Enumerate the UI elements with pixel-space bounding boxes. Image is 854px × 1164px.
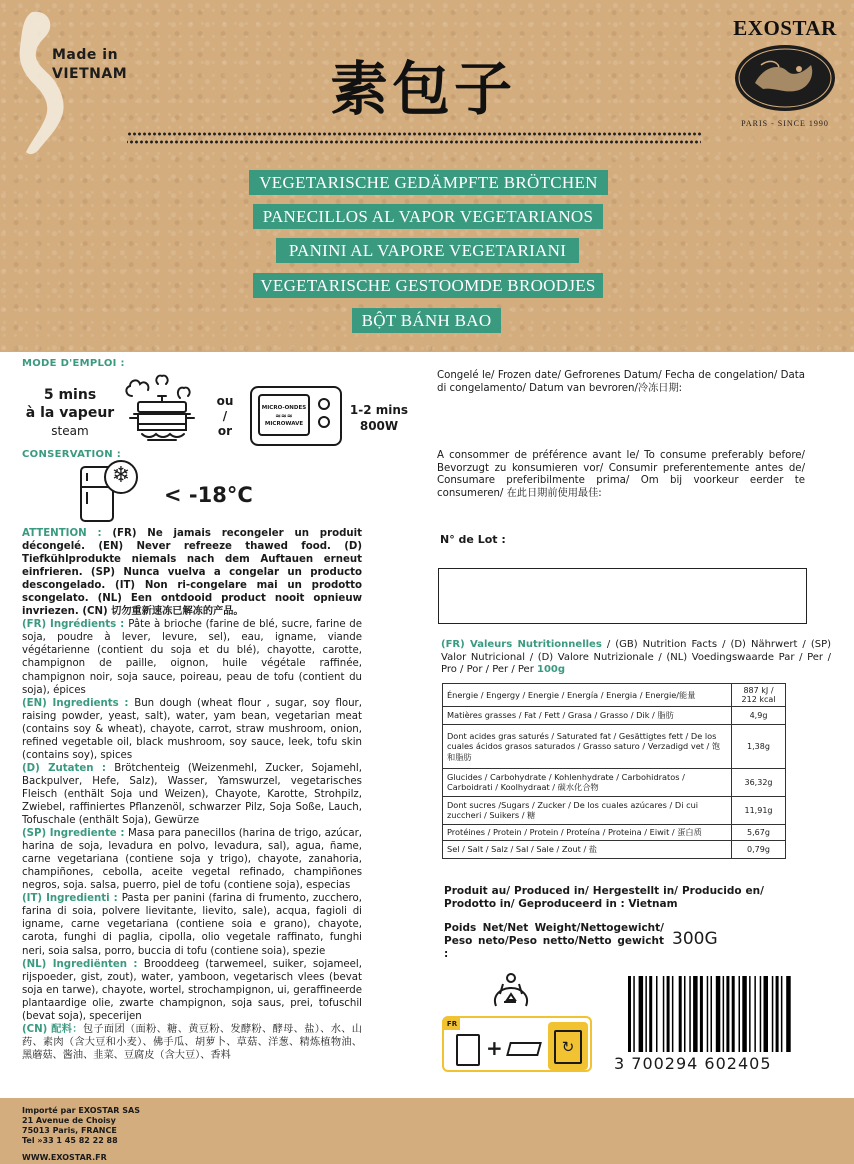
snowflake-icon: ❄ (104, 460, 138, 494)
brand-name: EXOSTAR (733, 16, 837, 40)
nutrition-per: 100g (537, 664, 566, 676)
barcode-bar (786, 976, 791, 1052)
product-title-cn: 素包子 (330, 55, 517, 123)
barcode-bar (700, 976, 703, 1052)
barcode-bar (633, 976, 635, 1052)
name-ribbon-nl: VEGETARISCHE GESTOOMDE BROODJES (253, 273, 603, 298)
net-weight-value: 300G (672, 929, 718, 949)
barcode (626, 976, 826, 1056)
barcode-bar (772, 976, 774, 1052)
ingredients-sp: Masa para panecillos (harina de trigo, azúcar, harina de soja, levadura en polvo, levadura, sal), agua, ñame, carne vegetariana (contiene soja y trigo), chayote, zanahoria, champiñones, cebolla, aceite vegetal refinado, champiñones negros, soja. salsa, puerro, piel de tofu (contiene soja), especias (22, 828, 362, 892)
barcode-bar (707, 976, 709, 1052)
nutrition-value: 4,9g (732, 707, 786, 725)
ingredients-en-label: (EN) Ingredients : (22, 697, 135, 709)
nutrition-row (443, 769, 786, 797)
nutrition-row (443, 797, 786, 825)
nutrition-row (443, 725, 786, 769)
net-weight-label: Poids Net/Net Weight/Nettogewicht/ Peso neto/Peso netto/Netto gewicht : (444, 922, 664, 960)
barcode-bar (639, 976, 644, 1052)
nutrition-value: 1,38g (732, 725, 786, 769)
barcode-bar (689, 976, 691, 1052)
ingredients-nl-label: (NL) Ingrediënten : (22, 958, 144, 970)
nutrition-row (443, 684, 786, 707)
made-in-text: Made in (52, 47, 119, 63)
microwave-power: 800W (359, 419, 399, 433)
barcode-bar (776, 976, 779, 1052)
yellow-bin-icon (548, 1022, 588, 1070)
microwave-time: 1-2 mins (349, 403, 409, 417)
nutrition-label: Matières grasses / Fat / Fett / Grasa / Grasso / Dik / 脂肪 (443, 707, 732, 725)
ingredients-text (22, 527, 362, 1062)
nutrition-label: Protéines / Protein / Protein / Proteína / Proteina / Eiwit / 蛋白质 (443, 825, 732, 841)
best-before-label: A consommer de préférence avant le/ To consume preferably before/ Bevorzugt zu konsumieren vor/ Consumir preferentemente antes de/ Consumare preferibilmente prima/ Om bij voorkeur eerder te consumeren/ 在此日期前使用最佳: (437, 450, 805, 499)
microwave-label-en: MICROWAVE (264, 421, 304, 427)
barcode-bar (663, 976, 665, 1052)
steamer-icon (118, 372, 206, 448)
brand-logo (730, 16, 840, 128)
importer-address (22, 1106, 140, 1146)
ingredients-de-label: (D) Zutaten : (22, 762, 115, 774)
nutrition-label: Énergie / Engergy / Energie / Energía / Energia / Energie/能量 (443, 684, 732, 707)
nutrition-row (443, 841, 786, 859)
nutrition-label: Sel / Salt / Salz / Sal / Sale / Zout / 盐 (443, 841, 732, 859)
fridge-handle-2 (86, 492, 88, 504)
storage-temperature: < -18°C (164, 483, 253, 507)
name-ribbon-it: PANINI AL VAPORE VEGETARIANI (276, 238, 579, 263)
sorting-country: FR (444, 1018, 460, 1030)
barcode-bar (764, 976, 769, 1052)
nutrition-row (443, 707, 786, 725)
barcode-bar (726, 976, 729, 1052)
microwave-instruction (344, 402, 414, 434)
or-slash: / (222, 409, 228, 423)
lot-label: N° de Lot : (440, 533, 506, 546)
steam-time: 5 mins (43, 387, 97, 403)
brand-emblem-icon (733, 43, 837, 113)
importer-city: 75013 Paris, FRANCE (22, 1126, 117, 1135)
conservation-heading: CONSERVATION : (22, 449, 122, 460)
barcode-bar (628, 976, 631, 1052)
barcode-bar (711, 976, 713, 1052)
nutrition-label: Glucides / Carbohydrate / Kohlenhydrate / Carbohidratos / Carboidrati / Koolhydraat / 碳水化合物 (443, 769, 732, 797)
or-en: or (217, 424, 233, 438)
importer-street: 21 Avenue de Choisy (22, 1116, 116, 1125)
barcode-bar (672, 976, 674, 1052)
barcode-number: 3 700294 602405 (614, 1054, 772, 1073)
barcode-bar (693, 976, 698, 1052)
website-link[interactable]: WWW.EXOSTAR.FR (22, 1153, 107, 1162)
nutrition-value: 36,32g (732, 769, 786, 797)
nutrition-table (442, 683, 786, 859)
microwave-knob (318, 398, 330, 410)
or-separator (210, 394, 240, 439)
importer-phone: Tel »33 1 45 82 22 88 (22, 1136, 118, 1145)
nutrition-label: Dont sucres /Sugars / Zucker / De los cuales azúcares / Di cui zuccheri / Suikers / 糖 (443, 797, 732, 825)
sorting-info-box (442, 1016, 592, 1072)
steam-label-en: steam (51, 424, 89, 438)
nutrition-value: 11,91g (732, 797, 786, 825)
lot-number-box (438, 568, 807, 624)
barcode-bar (645, 976, 647, 1052)
ingredients-it-label: (IT) Ingredienti : (22, 893, 122, 905)
barcode-bar (656, 976, 658, 1052)
barcode-bar (684, 976, 686, 1052)
attention-text: (FR) Ne jamais recongeler un produit décongelé. (EN) Never refreeze thawed food. (D) Tiefkühlprodukte niemals nach dem Auftauen erneut einfrieren. (SP) Nunca vuelva a congelar un producto descongelado. (IT) Non ri-congelare mai un prodotto scongelato. (NL) Een ontdooid product nooit opnieuw invriezen. (CN) 切勿重新速冻已解冻的产品。 (22, 528, 362, 618)
tray-icon (506, 1042, 542, 1056)
importer-name: Importé par EXOSTAR SAS (22, 1106, 140, 1115)
ingredients-nl: Brooddeeg (tarwemeel, suiker, sojameel, rijspoeder, gist, zout), water, yamboon, vegetarisch vlees (bevat soja en tarwe), chayote, wortel, strochampignon, ui, geraffineerde plantaardige olie, zwarte champignon, soja saus, prei, tofuschil (bevat soja), specerijen (22, 958, 362, 1022)
produced-in-label: Produit au/ Produced in/ Hergestellt in/ Producido en/ Prodotto in/ Geproduceerd in : Vietnam (444, 885, 764, 910)
made-in-country: VIETNAM (52, 66, 128, 82)
brand-tagline: PARIS - SINCE 1990 (741, 119, 829, 128)
name-ribbon-de: VEGETARISCHE GEDÄMPFTE BRÖTCHEN (249, 170, 608, 195)
barcode-bar (732, 976, 735, 1052)
name-ribbon-sp: PANECILLOS AL VAPOR VEGETARIANOS (253, 204, 603, 229)
triman-recycle-icon (486, 966, 536, 1012)
frozen-date-label: Congelé le/ Frozen date/ Gefrorenes Datum/ Fecha de congelation/ Data di congelamento/ Datum van bevroren/冷冻日期: (437, 370, 805, 394)
steam-instruction (22, 386, 118, 440)
barcode-bar (679, 976, 682, 1052)
nutrition-heading (441, 639, 831, 677)
barcode-bar (649, 976, 652, 1052)
microwave-knob-2 (318, 416, 330, 428)
mode-heading: MODE D'EMPLOI : (22, 358, 125, 369)
ingredients-fr-label: (FR) Ingrédients : (22, 619, 129, 631)
nutrition-label: Dont acides gras saturés / Saturated fat / Gesättigtes fett / De los cuales ácidos grasos saturados / Grasso saturo / Verzadigd vet / 饱和脂肪 (443, 725, 732, 769)
barcode-bar (742, 976, 747, 1052)
barcode-bar (749, 976, 751, 1052)
barcode-bar (754, 976, 756, 1052)
dotted-divider (127, 132, 701, 136)
ingredients-it: Pasta per panini (farina di frumento, zucchero, farina di soia, polvere lievitante, lievito, sale), acqua, fagioli di igname, carne vegetariana (contiene soia e grano), chayote, carota, funghi di paglia, cipolla, olio vegetale raffinato, funghi neri, soia salsa, porro, buccia di tofu (contiene soia), spezie (22, 893, 362, 957)
ingredients-sp-label: (SP) Ingrediente : (22, 828, 129, 840)
nutrition-heading-rest: / (GB) Nutrition Facts / (D) Nährwert / (SP) Valor Nutricional / (D) Valore Nutrizionale / (NL) Voedingswaarde Par / Per / Pro / Por / Per / Per (441, 639, 831, 676)
ingredients-fr: Pâte à brioche (farine de blé, sucre, farine de soja, poudre à lever, levure, sel), eau, igname, viande végétarienne (contient du soja et du blé), chayotte, carotte, champignon de paille, oignon, huile végétale raffinée, champignon noir, soja sauce, poireau, peau de tofu (contient du soja), épices (22, 619, 362, 696)
fridge-handle (86, 473, 88, 481)
barcode-bar (760, 976, 762, 1052)
ingredients-cn: 包子面团（面粉、糖、黄豆粉、发酵粉、酵母、盐）、水、山药、素肉（含大豆和小麦）、佛手瓜、胡萝卜、草菇、洋葱、精炼植物油、黑蘑菇、酱油、韭菜、豆腐皮（含大豆）、香料 (22, 1023, 362, 1061)
or-fr: ou (216, 394, 234, 408)
microwave-label-fr: MICRO-ONDES (261, 405, 307, 411)
plus-icon: + (486, 1036, 503, 1060)
dotted-divider-2 (127, 140, 701, 144)
nutrition-row (443, 825, 786, 841)
steam-label: à la vapeur (25, 405, 115, 421)
name-ribbon-vn: BỘT BÁNH BAO (352, 308, 501, 333)
nutrition-value: 0,79g (732, 841, 786, 859)
bin-recycle-glyph: ↻ (554, 1030, 582, 1064)
microwave-door (258, 394, 310, 436)
ingredients-cn-label: (CN) 配料： (22, 1023, 83, 1035)
made-in-label (52, 46, 127, 84)
barcode-bar (739, 976, 741, 1052)
barcode-bar (667, 976, 670, 1052)
ingredients-en: Bun dough (wheat flour , sugar, soy flour, raising powder, yeast, salt), water, yam bean, vegetarian meat (contains soy & wheat), chayote, carrot, straw mushroom, onion, refined vegetable oil, black mushroom, soy sauce, leek, tofu skin (contains soy), spices (22, 697, 362, 761)
nutrition-value: 887 kJ / 212 kcal (732, 684, 786, 707)
nutrition-value: 5,67g (732, 825, 786, 841)
attention-label: ATTENTION : (22, 528, 113, 539)
microwave-icon (250, 386, 342, 446)
barcode-bar (716, 976, 721, 1052)
barcode-bar (723, 976, 725, 1052)
wave-glyph: ≈≈≈ (275, 412, 293, 420)
nutrition-heading-fr: (FR) Valeurs Nutritionnelles (441, 639, 602, 650)
bag-icon (456, 1034, 480, 1066)
ingredients-de: Brötchenteig (Weizenmehl, Zucker, Sojamehl, Backpulver, Hefe, Salz), Wasser, Yamswurzel, vegetarisches Fleisch (enthält Soja und Weizen), Chayote, Karotte, Strohpilz, Zwiebel, raffiniertes Pflanzenöl, schwarzer Pilz, Soja Soße, Lauch, Tofuschale (enthält Soja), Gewürze (22, 762, 362, 827)
barcode-bar (781, 976, 783, 1052)
